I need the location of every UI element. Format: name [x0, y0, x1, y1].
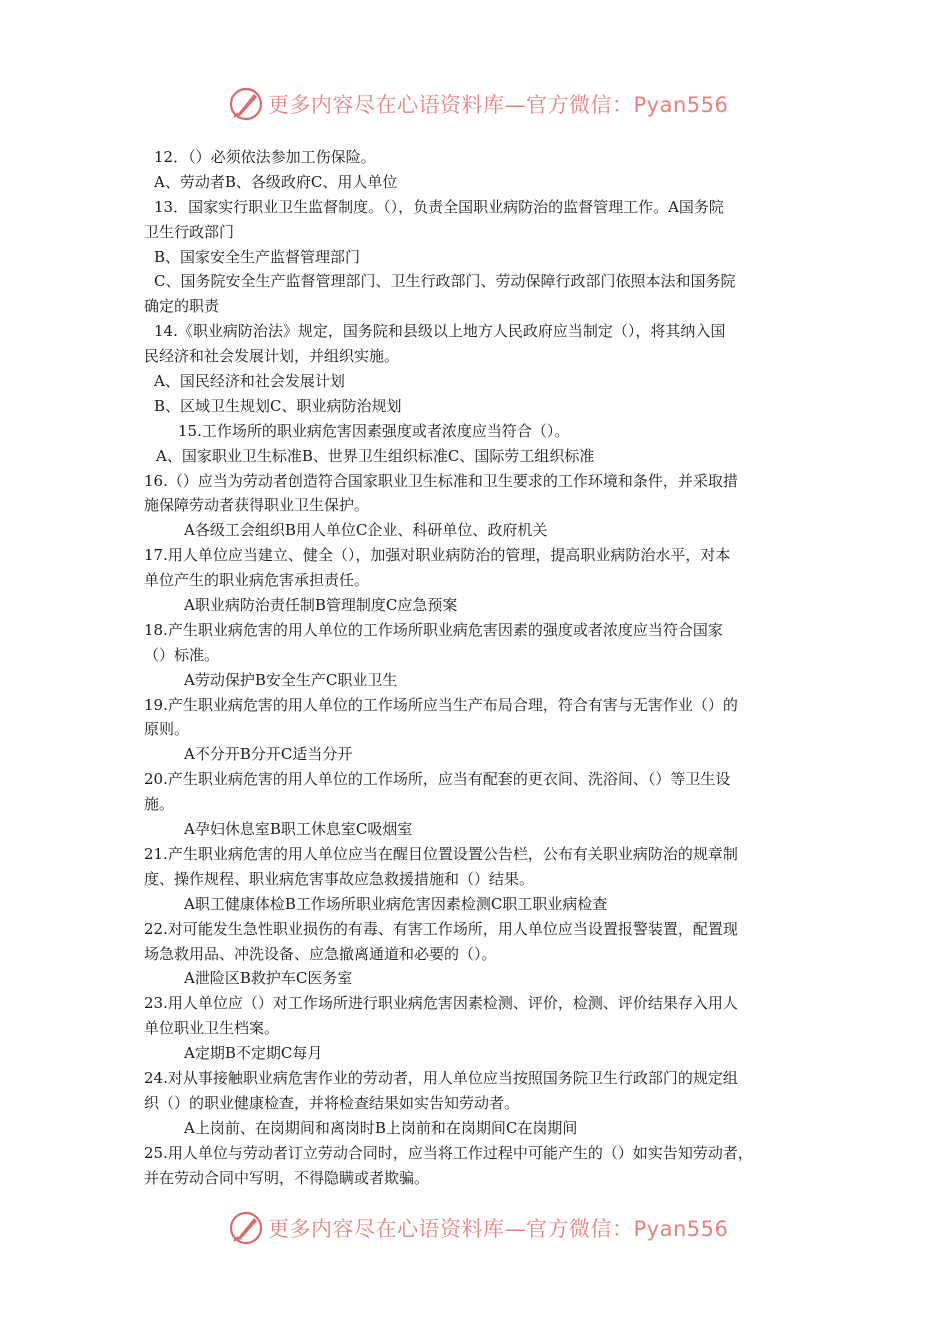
banner-text: 更多内容尽在心语资料库—官方微信：Pyan556	[268, 1217, 729, 1241]
text-line: 18.产生职业病危害的用人单位的工作场所职业病危害因素的强度或者浓度应当符合国家	[144, 620, 723, 639]
header-banner	[228, 84, 728, 124]
text-line: （）标准。	[144, 645, 220, 664]
text-line: A孕妇休息室B职工休息室C吸烟室	[184, 820, 413, 839]
text-line: 14.《职业病防治法》规定，国务院和县级以上地方人民政府应当制定（），将其纳入国	[154, 322, 726, 341]
text-line: B、国家安全生产监督管理部门	[154, 247, 361, 266]
text-line: 确定的职责	[144, 297, 220, 316]
text-line: A职工健康体检B工作场所职业病危害因素检测C职工职业病检查	[184, 894, 608, 913]
text-line: 22.对可能发生急性职业损伤的有毒、有害工作场所，用人单位应当设置报警装置，配置现	[144, 919, 738, 938]
text-line: 施。	[144, 795, 175, 814]
text-line: A、劳动者B、各级政府C、用人单位	[154, 172, 398, 191]
text-line: 民经济和社会发展计划，并组织实施。	[144, 347, 400, 366]
text-line: 卫生行政部门	[144, 222, 235, 241]
text-line: 23.用人单位应（）对工作场所进行职业病危害因素检测、评价，检测、评价结果存入用人	[144, 994, 738, 1013]
text-line: 单位职业卫生档案。	[144, 1019, 280, 1038]
banner-text: 更多内容尽在心语资料库—官方微信：Pyan556	[268, 93, 729, 117]
text-line: 织（）的职业健康检查，并将检查结果如实告知劳动者。	[144, 1093, 520, 1112]
text-line: A各级工会组织B用人单位C企业、科研单位、政府机关	[184, 521, 548, 540]
text-line: A上岗前、在岗期间和离岗时B上岗前和在岗期间C在岗期间	[184, 1118, 578, 1137]
text-line: A泄险区B救护车C医务室	[184, 969, 353, 988]
text-line: A定期B不定期C每月	[184, 1044, 323, 1063]
text-line: 17.用人单位应当建立、健全（），加强对职业病防治的管理，提高职业病防治水平，对本	[144, 546, 731, 565]
text-line: 25.用人单位与劳动者订立劳动合同时，应当将工作过程中可能产生的（）如实告知劳动者，	[144, 1143, 753, 1162]
footer-banner	[228, 1208, 728, 1248]
text-line: A、国家职业卫生标准B、世界卫生组织标准C、国际劳工组织标准	[156, 446, 595, 465]
text-line: 度、操作规程、职业病危害事故应急救援措施和（）结果。	[144, 869, 535, 888]
text-line: 并在劳动合同中写明，不得隐瞒或者欺骗。	[144, 1168, 430, 1187]
text-line: 单位产生的职业病危害承担责任。	[144, 571, 370, 590]
text-line: B、区域卫生规划C、职业病防治规划	[154, 396, 402, 415]
text-line: 19.产生职业病危害的用人单位的工作场所应当生产布局合理，符合有害与无害作业（）的	[144, 695, 738, 714]
text-line: A劳动保护B安全生产C职业卫生	[184, 670, 398, 689]
document-body	[144, 145, 812, 1190]
quill-logo-icon	[228, 1210, 264, 1246]
text-line: 场急救用品、冲洗设备、应急撤离通道和必要的（）。	[144, 944, 497, 963]
text-line: 施保障劳动者获得职业卫生保护。	[144, 496, 370, 515]
text-line: C、国务院安全生产监督管理部门、卫生行政部门、劳动保障行政部门依照本法和国务院	[154, 272, 736, 291]
text-line: 20.产生职业病危害的用人单位的工作场所，应当有配套的更衣间、洗浴间、（）等卫生设	[144, 770, 731, 789]
text-line: A不分开B分开C适当分开	[184, 745, 353, 764]
text-line: A职业病防治责任制B管理制度C应急预案	[184, 596, 458, 615]
text-line: 12．（）必须依法参加工伤保险。	[154, 148, 376, 166]
text-line: 13．国家实行职业卫生监督制度。（），负责全国职业病防治的监督管理工作。A国务院	[154, 197, 724, 216]
text-line: 24.对从事接触职业病危害作业的劳动者，用人单位应当按照国务院卫生行政部门的规定组	[144, 1068, 738, 1087]
text-line: 16.（）应当为劳动者创造符合国家职业卫生标准和卫生要求的工作环境和条件，并采取措	[144, 471, 738, 490]
quill-logo-icon	[228, 86, 264, 122]
text-line: 原则。	[144, 720, 190, 739]
text-line: 15.工作场所的职业病危害因素强度或者浓度应当符合（）。	[178, 421, 570, 440]
text-line: 21.产生职业病危害的用人单位应当在醒目位置设置公告栏，公布有关职业病防治的规章制	[144, 844, 738, 863]
text-line: A、国民经济和社会发展计划	[154, 372, 345, 391]
